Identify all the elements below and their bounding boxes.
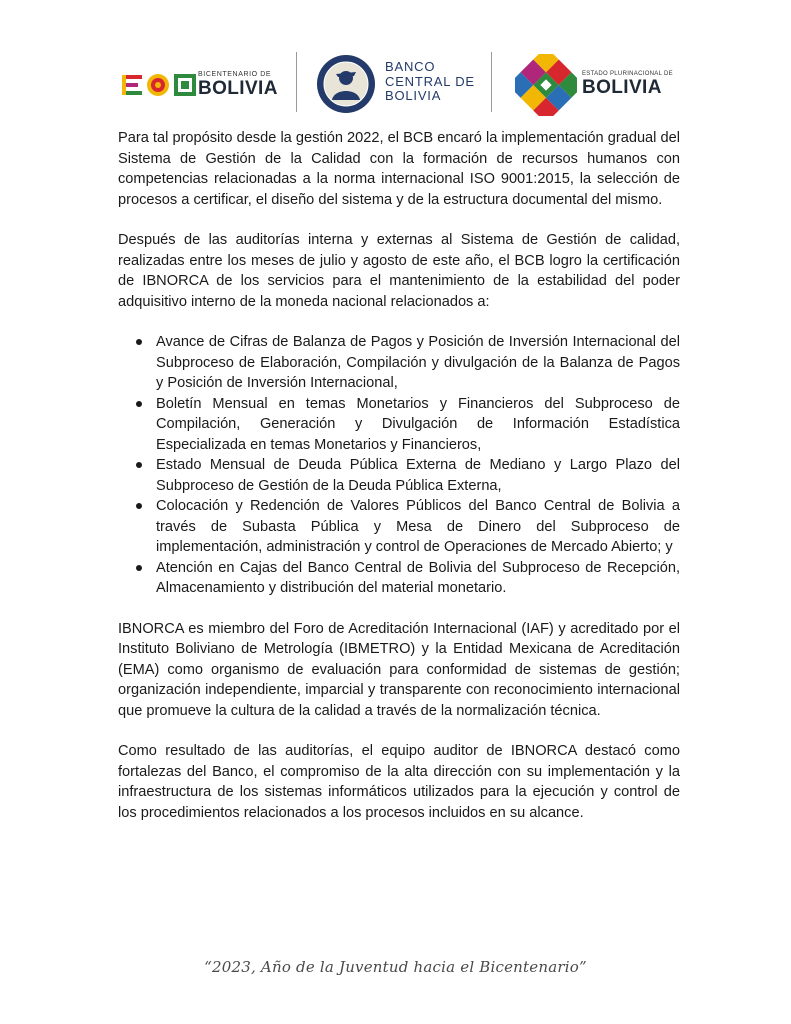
- bcb-line-2: CENTRAL DE: [385, 73, 475, 89]
- bicentenario-symbols-icon: [122, 72, 196, 98]
- paragraph-certification: Después de las auditorías interna y externas al Sistema de Gestión de calidad, realizadas entre los meses de julio y agosto de este año, el BCB logro la certificación de IBNORCA de los servicios para el mantenimiento de la estabilidad del poder adquisitivo interno de la moneda nacional relacionados a:: [118, 232, 680, 310]
- estado-title: BOLIVIA: [582, 77, 662, 98]
- list-item: Boletín Mensual en temas Monetarios y Financieros del Subproceso de Compilación, Generación y Divulgación de Información Estadística Especializada en temas Monetarios y Financieros,: [156, 394, 680, 456]
- list-item: Estado Mensual de Deuda Pública Externa de Mediano y Largo Plazo del Subproceso de Gestión de la Deuda Pública Externa,: [156, 455, 680, 496]
- estado-wordmark: [582, 70, 673, 98]
- certified-services-list: [118, 332, 680, 599]
- header-divider: [491, 52, 492, 112]
- estado-plurinacional-emblem-icon: [515, 54, 577, 116]
- letterhead: [0, 0, 791, 125]
- bcb-wordmark: [385, 60, 475, 104]
- estado-caption: ESTADO PLURINACIONAL DE: [582, 71, 673, 77]
- paragraph-purpose: Para tal propósito desde la gestión 2022, el BCB encaró la implementación gradual del Sistema de Gestión de la Calidad con la formación de recursos humanos con competencias relacionadas a la norma internacional ISO 9001:2015, la selección de procesos a certificar, el diseño del sistema y de la estructura documental del mismo.: [118, 130, 680, 208]
- bicentenario-logo: [122, 70, 280, 102]
- paragraph-ibnorca: IBNORCA es miembro del Foro de Acreditación Internacional (IAF) y acreditado por el Instituto Boliviano de Metrología (IBMETRO) y la Entidad Mexicana de Acreditación (EMA) como organismo de evaluación para conformidad de sistemas de gestión; organización independiente, imparcial y transparente con reconocimiento internacional que promueve la cultura de la calidad a través de la normalización técnica.: [118, 620, 680, 719]
- bcb-line-3: BOLIVIA: [385, 88, 442, 103]
- bcb-seal-icon: [316, 54, 376, 114]
- bicentenario-title: BOLIVIA: [198, 78, 278, 99]
- bcb-line-1: BANCO: [385, 59, 436, 74]
- paragraph-results: Como resultado de las auditorías, el equipo auditor de IBNORCA destacó como fortalezas del Banco, el compromiso de la alta dirección con su implementación y la infraestructura de los sistemas informáticos utilizados para la ejecución y control de los procedimientos relacionados a los procesos incluidos en su alcance.: [118, 743, 680, 821]
- bicentenario-caption: BICENTENARIO DE: [198, 71, 272, 78]
- header-divider: [296, 52, 297, 112]
- footer-motto: “2023, Año de la Juventud hacia el Bicentenario”: [204, 958, 587, 976]
- list-item: Avance de Cifras de Balanza de Pagos y Posición de Inversión Internacional del Subproceso de Elaboración, Compilación y divulgación de la Balanza de Pagos y Posición de Inversión Internacional,: [156, 332, 680, 394]
- list-item: Atención en Cajas del Banco Central de Bolivia del Subproceso de Recepción, Almacenamiento y distribución del material monetario.: [156, 558, 680, 599]
- document-body: [118, 128, 680, 843]
- list-item: Colocación y Redención de Valores Públicos del Banco Central de Bolivia a través de Subasta Pública y Mesa de Dinero del Subproceso de implementación, administración y control de Operaciones de Mercado Abierto; y: [156, 496, 680, 558]
